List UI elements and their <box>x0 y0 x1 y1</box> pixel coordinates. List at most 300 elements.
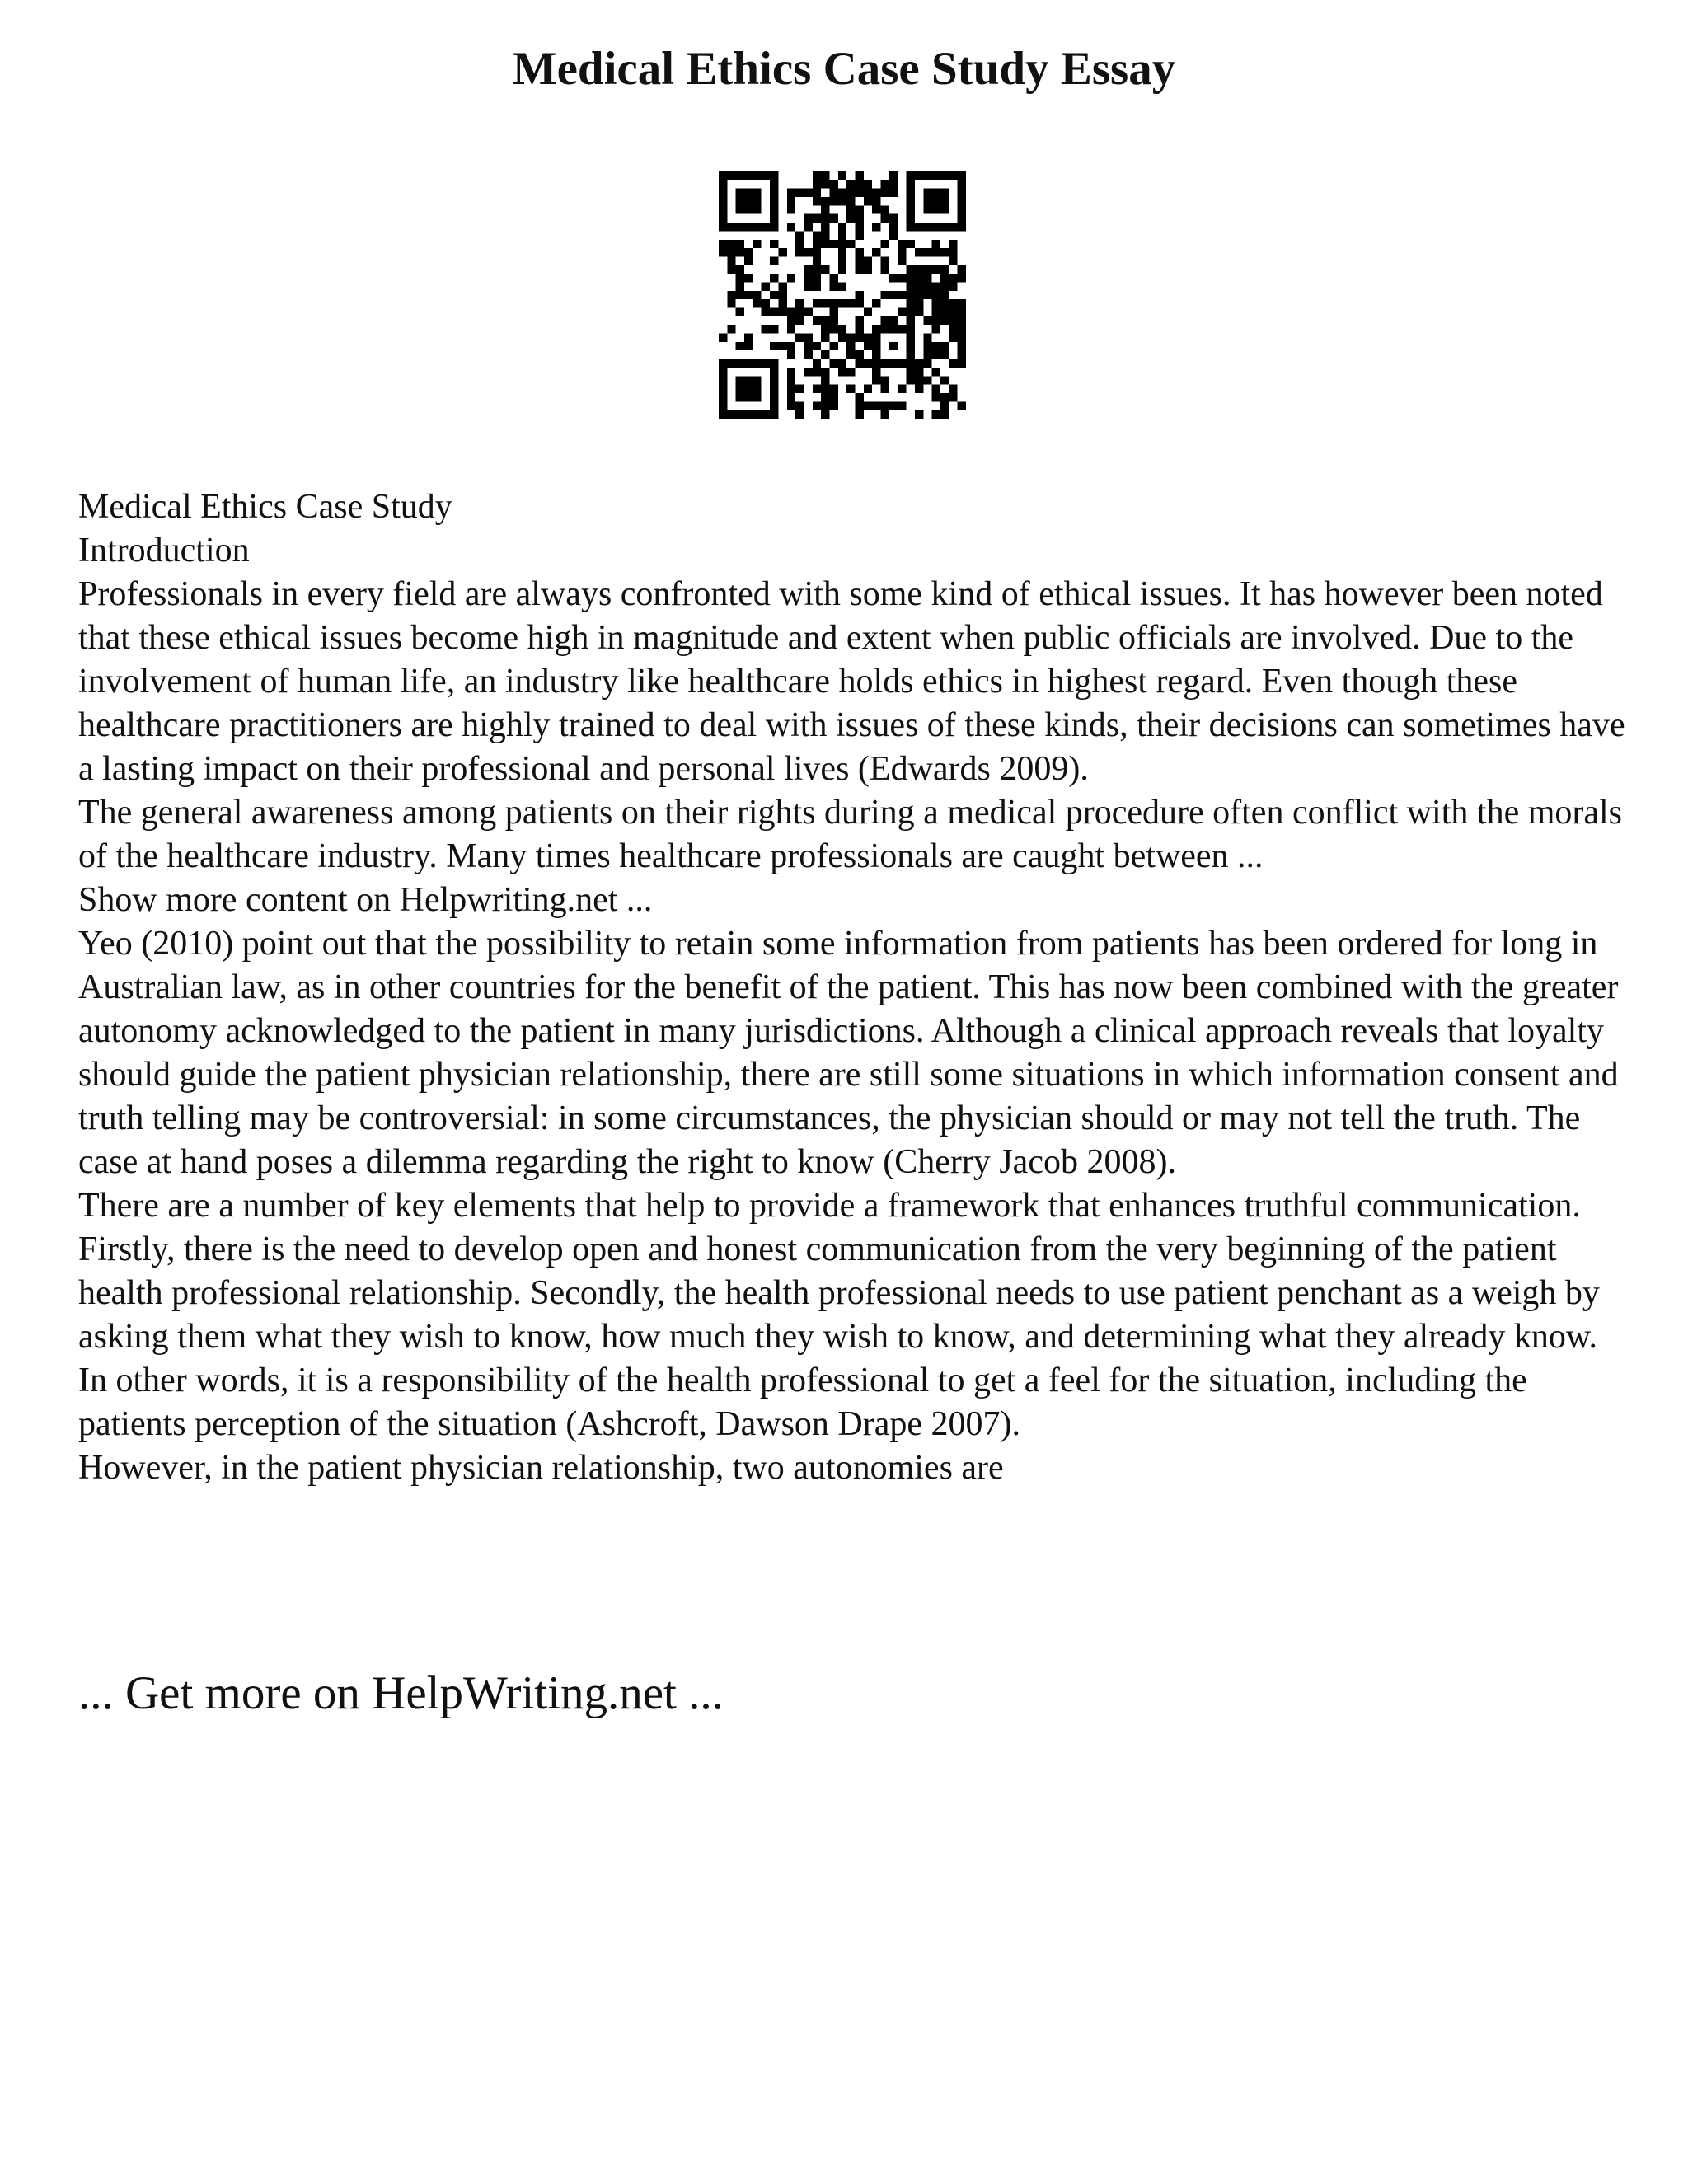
qr-module <box>949 240 957 248</box>
qr-module <box>770 291 778 299</box>
qr-module <box>907 368 915 376</box>
qr-module <box>907 359 915 368</box>
qr-module <box>958 359 966 368</box>
essay-body <box>78 485 1628 1490</box>
qr-module <box>872 334 880 342</box>
qr-module <box>736 223 744 231</box>
qr-module <box>907 197 915 205</box>
qr-module <box>915 376 923 384</box>
qr-module <box>940 265 949 274</box>
qr-module <box>923 316 931 325</box>
qr-module <box>856 359 864 368</box>
qr-module <box>915 171 923 180</box>
qr-module <box>804 282 812 290</box>
qr-module <box>821 350 829 359</box>
qr-module <box>770 274 778 282</box>
qr-module <box>872 248 880 256</box>
qr-module <box>770 189 778 197</box>
qr-module <box>770 376 778 384</box>
qr-module <box>881 376 889 384</box>
qr-module <box>881 189 889 197</box>
qr-module <box>762 223 770 231</box>
qr-module <box>744 274 753 282</box>
qr-module <box>804 342 812 350</box>
qr-module <box>940 299 949 307</box>
qr-module <box>881 316 889 325</box>
qr-module <box>736 342 744 350</box>
qr-module <box>727 248 735 256</box>
qr-module <box>940 401 949 410</box>
qr-module <box>872 197 880 205</box>
qr-module <box>787 308 795 316</box>
qr-module <box>940 171 949 180</box>
qr-module <box>787 385 795 393</box>
qr-module <box>795 410 804 419</box>
qr-module <box>881 325 889 333</box>
qr-module <box>787 401 795 410</box>
qr-module <box>907 334 915 342</box>
qr-module <box>889 214 898 223</box>
qr-module <box>949 334 957 342</box>
qr-module <box>898 308 906 316</box>
qr-module <box>881 385 889 393</box>
qr-module <box>736 282 744 290</box>
qr-module <box>881 410 889 419</box>
qr-module <box>719 214 727 223</box>
qr-module <box>881 265 889 274</box>
qr-module <box>770 240 778 248</box>
qr-module <box>795 385 804 393</box>
paragraph: The general awareness among patients on their rights during a medical procedure often conflict with the morals of the healthcare industry. Many times healthcare professionals are caught between ... <box>78 794 1623 875</box>
qr-module <box>778 308 786 316</box>
qr-module <box>813 214 821 223</box>
qr-module <box>932 368 940 376</box>
qr-module <box>864 180 872 188</box>
qr-module <box>744 385 753 393</box>
qr-module <box>813 248 821 256</box>
qr-module <box>915 359 923 368</box>
qr-module <box>923 197 931 205</box>
qr-module <box>907 350 915 359</box>
qr-module <box>744 256 753 265</box>
qr-module <box>727 223 735 231</box>
qr-module <box>915 274 923 282</box>
qr-module <box>940 410 949 419</box>
qr-module <box>932 171 940 180</box>
paragraph: There are a number of key elements that help to provide a framework that enhances truthful communication. Firstly, there is the need to develop open and honest communication from the very beginning of the patient health professional relationship. Secondly, the health professional needs to use patient penchant as a weigh by asking them what they wish to know, how much they wish to know, and determining what they already know. In other words, it is a responsibility of the health professional to get a feel for the situation, including the patients perception of the situation (Ashcroft, Dawson Drape 2007). <box>78 1187 1600 1443</box>
qr-module <box>727 256 735 265</box>
qr-module <box>864 385 872 393</box>
qr-module <box>864 197 872 205</box>
qr-module <box>804 189 812 197</box>
qr-module <box>907 299 915 307</box>
qr-module <box>838 334 846 342</box>
qr-module <box>736 248 744 256</box>
qr-module <box>770 214 778 223</box>
qr-module <box>846 350 855 359</box>
qr-module <box>958 325 966 333</box>
qr-module <box>856 299 864 307</box>
get-more-link[interactable]: ... Get more on HelpWriting.net ... <box>78 1667 724 1719</box>
qr-module <box>907 240 915 248</box>
qr-module <box>872 342 880 350</box>
qr-module <box>881 401 889 410</box>
qr-module <box>736 376 744 384</box>
qr-module <box>736 393 744 401</box>
qr-module <box>829 316 837 325</box>
qr-module <box>813 385 821 393</box>
qr-module <box>744 393 753 401</box>
qr-module <box>804 223 812 231</box>
qr-module <box>727 410 735 419</box>
qr-module <box>915 385 923 393</box>
qr-module <box>829 214 837 223</box>
qr-module <box>940 291 949 299</box>
qr-module <box>770 385 778 393</box>
qr-module <box>898 385 906 393</box>
qr-module <box>736 291 744 299</box>
qr-module <box>753 223 761 231</box>
qr-module <box>940 308 949 316</box>
qr-module <box>940 274 949 282</box>
qr-module <box>838 282 846 290</box>
qr-module <box>753 299 761 307</box>
qr-module <box>753 376 761 384</box>
qr-module <box>813 180 821 188</box>
qr-module <box>846 368 855 376</box>
qr-module <box>838 240 846 248</box>
qr-module <box>907 316 915 325</box>
qr-module <box>753 291 761 299</box>
qr-module <box>795 308 804 316</box>
qr-module <box>889 316 898 325</box>
qr-module <box>932 410 940 419</box>
qr-module <box>787 368 795 376</box>
qr-module <box>923 359 931 368</box>
qr-module <box>958 189 966 197</box>
qr-module <box>744 410 753 419</box>
qr-module <box>898 248 906 256</box>
qr-module <box>889 223 898 231</box>
qr-module <box>872 350 880 359</box>
qr-module <box>872 205 880 213</box>
qr-module <box>856 248 864 256</box>
essay-heading: Medical Ethics Case Study <box>78 488 452 526</box>
qr-module <box>846 299 855 307</box>
qr-module <box>829 342 837 350</box>
qr-module <box>838 256 846 265</box>
qr-module <box>907 180 915 188</box>
qr-module <box>898 274 906 282</box>
qr-module <box>762 359 770 368</box>
qr-module <box>762 410 770 419</box>
qr-module <box>856 180 864 188</box>
qr-module <box>846 342 855 350</box>
qr-module <box>762 325 770 333</box>
qr-module <box>923 376 931 384</box>
qr-module <box>856 291 864 299</box>
qr-module <box>856 256 864 265</box>
qr-module <box>915 248 923 256</box>
qr-module <box>915 299 923 307</box>
qr-module <box>940 189 949 197</box>
qr-module <box>838 197 846 205</box>
qr-module <box>940 197 949 205</box>
qr-module <box>940 350 949 359</box>
qr-module <box>821 368 829 376</box>
qr-module <box>856 171 864 180</box>
qr-module <box>864 334 872 342</box>
qr-module <box>795 189 804 197</box>
qr-module <box>787 316 795 325</box>
qr-module <box>787 350 795 359</box>
qr-module <box>958 316 966 325</box>
qr-module <box>932 223 940 231</box>
qr-module <box>898 256 906 265</box>
qr-module <box>915 265 923 274</box>
qr-module <box>889 325 898 333</box>
qr-module <box>719 197 727 205</box>
qr-module <box>719 248 727 256</box>
qr-module <box>813 401 821 410</box>
qr-module <box>898 325 906 333</box>
qr-module <box>813 171 821 180</box>
qr-module <box>907 189 915 197</box>
qr-module <box>804 308 812 316</box>
qr-module <box>719 171 727 180</box>
qr-module <box>795 316 804 325</box>
qr-module <box>958 214 966 223</box>
qr-module <box>932 282 940 290</box>
qr-module <box>864 359 872 368</box>
qr-module <box>907 376 915 384</box>
qr-module <box>813 342 821 350</box>
qr-module <box>907 265 915 274</box>
qr-module <box>719 205 727 213</box>
qr-module <box>753 410 761 419</box>
qr-module <box>949 282 957 290</box>
qr-module <box>864 256 872 265</box>
qr-module <box>821 334 829 342</box>
qr-module <box>795 334 804 342</box>
qr-module <box>770 410 778 419</box>
qr-module <box>872 359 880 368</box>
qr-module <box>923 223 931 231</box>
document-title: Medical Ethics Case Study Essay <box>512 43 1176 95</box>
qr-module <box>949 316 957 325</box>
qr-module <box>736 274 744 282</box>
qr-module <box>829 197 837 205</box>
qr-module <box>727 171 735 180</box>
qr-module <box>940 376 949 384</box>
qr-module <box>949 248 957 256</box>
qr-module <box>770 197 778 205</box>
qr-module <box>949 385 957 393</box>
qr-module <box>821 376 829 384</box>
qr-module <box>829 325 837 333</box>
qr-module <box>727 299 735 307</box>
qr-module <box>821 410 829 419</box>
qr-module <box>719 334 727 342</box>
qr-module <box>889 180 898 188</box>
qr-module <box>821 299 829 307</box>
qr-module <box>795 240 804 248</box>
qr-code-icon <box>719 171 966 419</box>
qr-module <box>846 180 855 188</box>
qr-module <box>923 274 931 282</box>
qr-module <box>898 291 906 299</box>
qr-module <box>838 325 846 333</box>
qr-module <box>856 223 864 231</box>
qr-module <box>881 240 889 248</box>
qr-module <box>907 171 915 180</box>
qr-module <box>744 376 753 384</box>
qr-module <box>719 368 727 376</box>
qr-module <box>932 350 940 359</box>
qr-module <box>872 325 880 333</box>
qr-module <box>932 385 940 393</box>
qr-module <box>736 189 744 197</box>
qr-module <box>907 308 915 316</box>
qr-module <box>762 282 770 290</box>
qr-module <box>898 359 906 368</box>
qr-module <box>719 240 727 248</box>
qr-module <box>770 325 778 333</box>
qr-module <box>907 223 915 231</box>
qr-module <box>719 393 727 401</box>
qr-module <box>958 223 966 231</box>
qr-module <box>770 308 778 316</box>
qr-module <box>753 205 761 213</box>
qr-module <box>856 410 864 419</box>
qr-module <box>795 231 804 239</box>
qr-module <box>958 350 966 359</box>
qr-module <box>940 342 949 350</box>
qr-module <box>932 240 940 248</box>
qr-module <box>829 393 837 401</box>
qr-module <box>744 189 753 197</box>
qr-module <box>813 316 821 325</box>
qr-module <box>744 342 753 350</box>
qr-module <box>881 180 889 188</box>
qr-module <box>719 385 727 393</box>
paragraph: Professionals in every field are always confronted with some kind of ethical issues. It has however been noted that these ethical issues become high in magnitude and extent when public officials are involved. Due to the involvement of human life, an industry like healthcare holds ethics in highest regard. Even though these healthcare practitioners are highly trained to deal with issues of these kinds, their decisions can sometimes have a lasting impact on their professional and personal lives (Edwards 2009). <box>78 575 1625 788</box>
qr-module <box>846 189 855 197</box>
qr-module <box>932 299 940 307</box>
qr-module <box>787 189 795 197</box>
qr-module <box>804 214 812 223</box>
qr-module <box>829 189 837 197</box>
show-more-link[interactable]: Show more content on Helpwriting.net ... <box>78 881 653 919</box>
qr-module <box>907 325 915 333</box>
qr-module <box>940 282 949 290</box>
qr-module <box>923 205 931 213</box>
qr-module <box>829 282 837 290</box>
qr-module <box>778 342 786 350</box>
qr-module <box>787 376 795 384</box>
qr-module <box>940 316 949 325</box>
qr-module <box>787 274 795 282</box>
qr-module <box>770 171 778 180</box>
qr-module <box>744 291 753 299</box>
qr-module <box>846 214 855 223</box>
qr-module <box>753 189 761 197</box>
qr-module <box>719 401 727 410</box>
qr-module <box>846 334 855 342</box>
qr-module <box>856 265 864 274</box>
qr-module <box>923 189 931 197</box>
qr-module <box>829 240 837 248</box>
qr-module <box>770 205 778 213</box>
qr-module <box>958 197 966 205</box>
qr-module <box>821 325 829 333</box>
qr-module <box>907 342 915 350</box>
qr-module <box>821 171 829 180</box>
qr-module <box>753 197 761 205</box>
qr-module <box>787 197 795 205</box>
qr-module <box>787 325 795 333</box>
qr-module <box>949 393 957 401</box>
qr-module <box>813 256 821 265</box>
qr-module <box>744 223 753 231</box>
qr-module <box>856 189 864 197</box>
qr-module <box>932 265 940 274</box>
qr-module <box>915 282 923 290</box>
qr-module <box>932 316 940 325</box>
qr-module <box>813 189 821 197</box>
qr-module <box>856 205 864 213</box>
qr-module <box>838 231 846 239</box>
qr-module <box>727 265 735 274</box>
qr-module <box>898 240 906 248</box>
qr-module <box>872 401 880 410</box>
qr-module <box>958 205 966 213</box>
qr-module <box>872 299 880 307</box>
qr-module <box>958 180 966 188</box>
qr-module <box>804 265 812 274</box>
qr-module <box>778 291 786 299</box>
qr-module <box>949 223 957 231</box>
qr-module <box>770 223 778 231</box>
qr-module <box>949 325 957 333</box>
qr-module <box>795 401 804 410</box>
qr-module <box>923 342 931 350</box>
qr-module <box>907 214 915 223</box>
qr-module <box>778 282 786 290</box>
qr-module <box>829 274 837 282</box>
qr-module <box>940 205 949 213</box>
qr-module <box>856 334 864 342</box>
qr-module <box>744 248 753 256</box>
qr-module <box>719 376 727 384</box>
qr-module <box>932 189 940 197</box>
qr-module <box>744 205 753 213</box>
qr-module <box>856 325 864 333</box>
qr-module <box>846 385 855 393</box>
qr-module <box>889 291 898 299</box>
qr-module <box>915 291 923 299</box>
qr-module <box>889 274 898 282</box>
qr-module <box>719 189 727 197</box>
qr-module <box>907 205 915 213</box>
qr-module <box>872 223 880 231</box>
qr-module <box>804 350 812 359</box>
qr-module <box>829 401 837 410</box>
qr-module <box>821 205 829 213</box>
qr-module <box>958 299 966 307</box>
qr-module <box>821 393 829 401</box>
qr-module <box>753 393 761 401</box>
